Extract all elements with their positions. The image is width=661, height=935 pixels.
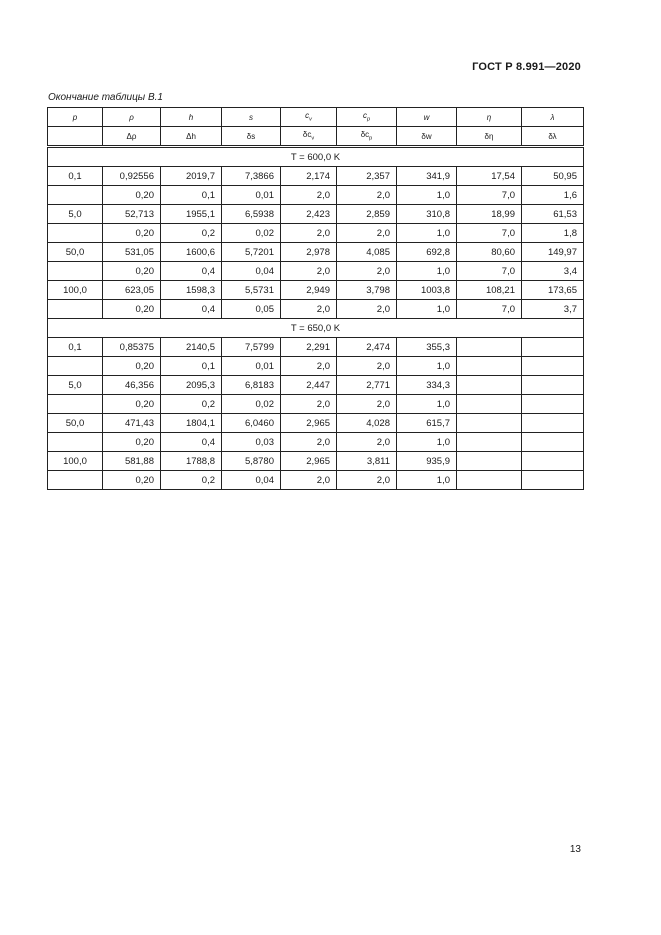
table-cell: 0,20 [103,300,161,319]
table-cell: 2140,5 [161,338,222,357]
table-cell [457,395,522,414]
table-cell [48,300,103,319]
table-row [48,262,584,281]
table-caption: Окончание таблицы В.1 [48,92,163,103]
table-cell [522,376,584,395]
table-cell: 0,1 [161,357,222,376]
table-cell: 0,2 [161,395,222,414]
table-cell: 7,0 [457,300,522,319]
header-row [48,108,584,127]
table-cell: 7,0 [457,224,522,243]
standard-designation: ГОСТ Р 8.991—2020 [472,61,581,73]
table-cell: 6,5938 [222,205,281,224]
table-row [48,357,584,376]
table-cell: 1,6 [522,186,584,205]
table-cell: 2,978 [281,243,337,262]
uncertainty-header-row [48,127,584,147]
table-cell: 2,357 [337,167,397,186]
column-header: p [48,108,103,127]
table-cell: 2,859 [337,205,397,224]
table-cell: 623,05 [103,281,161,300]
column-header: $c_v$ [281,108,337,127]
table-cell [457,471,522,490]
section-row [48,319,584,338]
table-cell: 471,43 [103,414,161,433]
table-cell: 6,8183 [222,376,281,395]
table-cell: 5,8780 [222,452,281,471]
column-header: λ [522,108,584,127]
table-cell: 1,0 [397,300,457,319]
table-cell: 1,0 [397,186,457,205]
table-cell: 310,8 [397,205,457,224]
table-cell: 1804,1 [161,414,222,433]
table-cell: 2,0 [281,433,337,452]
table-cell: 2,0 [337,471,397,490]
table-cell: 7,5799 [222,338,281,357]
table-cell: 2,0 [337,186,397,205]
table-row [48,167,584,186]
table-cell: 0,20 [103,395,161,414]
table-cell: 1,0 [397,471,457,490]
table-cell: 0,02 [222,395,281,414]
table-cell [522,395,584,414]
table-cell: 1,0 [397,395,457,414]
table-cell: 615,7 [397,414,457,433]
table-cell [457,452,522,471]
table-row [48,376,584,395]
table-cell: 7,0 [457,262,522,281]
table-cell: 100,0 [48,452,103,471]
table-cell [457,338,522,357]
table-cell [522,414,584,433]
table-cell [48,471,103,490]
column-header: η [457,108,522,127]
uncertainty-header: δw [397,127,457,147]
table-cell: 0,03 [222,433,281,452]
table-cell [48,395,103,414]
table-cell: 3,798 [337,281,397,300]
uncertainty-header: Δρ [103,127,161,147]
column-header: s [222,108,281,127]
table-cell: 692,8 [397,243,457,262]
table-cell: 581,88 [103,452,161,471]
section-label: T = 600,0 K [48,147,584,167]
table-cell: 5,5731 [222,281,281,300]
table-row [48,395,584,414]
table-cell: 1,8 [522,224,584,243]
table-cell: 0,20 [103,433,161,452]
table-cell: 2,291 [281,338,337,357]
table-cell: 7,0 [457,186,522,205]
table-cell [522,471,584,490]
table-cell: 1,0 [397,262,457,281]
table-row [48,414,584,433]
table-cell: 2,771 [337,376,397,395]
table-cell: 0,4 [161,433,222,452]
table-cell [522,452,584,471]
table-cell: 6,0460 [222,414,281,433]
table-cell: 0,1 [48,338,103,357]
table-cell: 2,0 [337,433,397,452]
table-cell: 100,0 [48,281,103,300]
column-header: w [397,108,457,127]
table-cell: 2,0 [281,186,337,205]
column-header: h [161,108,222,127]
table-cell: 2,174 [281,167,337,186]
table-cell: 5,0 [48,376,103,395]
uncertainty-header: δη [457,127,522,147]
table-cell: 1,0 [397,433,457,452]
section-row [48,147,584,167]
table-cell: 2,447 [281,376,337,395]
table-cell [48,262,103,281]
table-cell: 173,65 [522,281,584,300]
table-cell: 50,0 [48,243,103,262]
table-cell: 2,423 [281,205,337,224]
table-cell [457,357,522,376]
table-cell [48,433,103,452]
table-cell: 1,0 [397,357,457,376]
table-cell: 2,965 [281,414,337,433]
table-cell: 1955,1 [161,205,222,224]
table-cell [457,433,522,452]
table-cell: 341,9 [397,167,457,186]
table-cell: 2,965 [281,452,337,471]
table-cell: 1003,8 [397,281,457,300]
table-cell: 2,0 [337,357,397,376]
table-cell: 0,04 [222,471,281,490]
table-cell: 1598,3 [161,281,222,300]
table-cell: 1600,6 [161,243,222,262]
table-cell: 2,0 [281,357,337,376]
table-cell: 50,0 [48,414,103,433]
table-cell: 2,0 [281,300,337,319]
table-row [48,452,584,471]
column-header: $c_p$ [337,108,397,127]
table-row [48,281,584,300]
table-cell: 80,60 [457,243,522,262]
table-cell [48,224,103,243]
table-cell: 2,474 [337,338,397,357]
table-row [48,205,584,224]
uncertainty-header: $\delta c_v$ [281,127,337,147]
table-cell: 0,4 [161,262,222,281]
column-header: ρ [103,108,161,127]
table-cell: 4,028 [337,414,397,433]
table-row [48,224,584,243]
table-cell: 0,2 [161,224,222,243]
table-cell: 0,20 [103,262,161,281]
data-table [47,107,584,490]
table-cell [457,414,522,433]
table-cell: 5,7201 [222,243,281,262]
table-cell: 0,05 [222,300,281,319]
table-cell: 7,3866 [222,167,281,186]
table-cell [522,338,584,357]
table-cell: 61,53 [522,205,584,224]
table-cell: 1788,8 [161,452,222,471]
table-cell: 935,9 [397,452,457,471]
uncertainty-header: δs [222,127,281,147]
uncertainty-header: Δh [161,127,222,147]
table-cell: 0,20 [103,186,161,205]
table-cell [522,433,584,452]
table-row [48,433,584,452]
table-cell: 52,713 [103,205,161,224]
table-cell: 2,0 [337,224,397,243]
page-number: 13 [569,844,581,855]
table-cell [522,357,584,376]
table-cell: 2,0 [337,300,397,319]
table-cell: 18,99 [457,205,522,224]
table-cell: 2,0 [281,224,337,243]
table-cell: 149,97 [522,243,584,262]
section-label: T = 650,0 K [48,319,584,338]
table-cell: 0,2 [161,471,222,490]
table-cell: 3,811 [337,452,397,471]
table-cell: 0,20 [103,357,161,376]
table-cell: 17,54 [457,167,522,186]
table-cell: 3,7 [522,300,584,319]
table-cell: 0,85375 [103,338,161,357]
table-cell: 2,0 [281,471,337,490]
table-cell: 0,1 [161,186,222,205]
table-cell: 50,95 [522,167,584,186]
uncertainty-header [48,127,103,147]
table-cell: 0,20 [103,224,161,243]
table-cell: 0,20 [103,471,161,490]
uncertainty-header: δλ [522,127,584,147]
table-cell: 3,4 [522,262,584,281]
table-cell: 2,0 [337,395,397,414]
table-row [48,338,584,357]
table-cell: 1,0 [397,224,457,243]
table-cell: 2,0 [281,395,337,414]
table-cell: 355,3 [397,338,457,357]
table-row [48,300,584,319]
table-cell: 0,1 [48,167,103,186]
table-cell: 0,02 [222,224,281,243]
table-cell: 0,01 [222,186,281,205]
table-cell: 334,3 [397,376,457,395]
table-cell: 2,0 [337,262,397,281]
table-row [48,471,584,490]
uncertainty-header: $\delta c_p$ [337,127,397,147]
table-cell: 0,4 [161,300,222,319]
table-cell: 46,356 [103,376,161,395]
table-cell: 2,0 [281,262,337,281]
table-cell: 2095,3 [161,376,222,395]
table-cell [48,186,103,205]
table-cell: 531,05 [103,243,161,262]
table-cell: 5,0 [48,205,103,224]
table-cell: 0,04 [222,262,281,281]
table-row [48,186,584,205]
table-row [48,243,584,262]
table-cell: 108,21 [457,281,522,300]
table-cell: 4,085 [337,243,397,262]
table-cell [48,357,103,376]
table-cell [457,376,522,395]
table-cell: 0,01 [222,357,281,376]
table-cell: 2,949 [281,281,337,300]
table-cell: 2019,7 [161,167,222,186]
table-cell: 0,92556 [103,167,161,186]
